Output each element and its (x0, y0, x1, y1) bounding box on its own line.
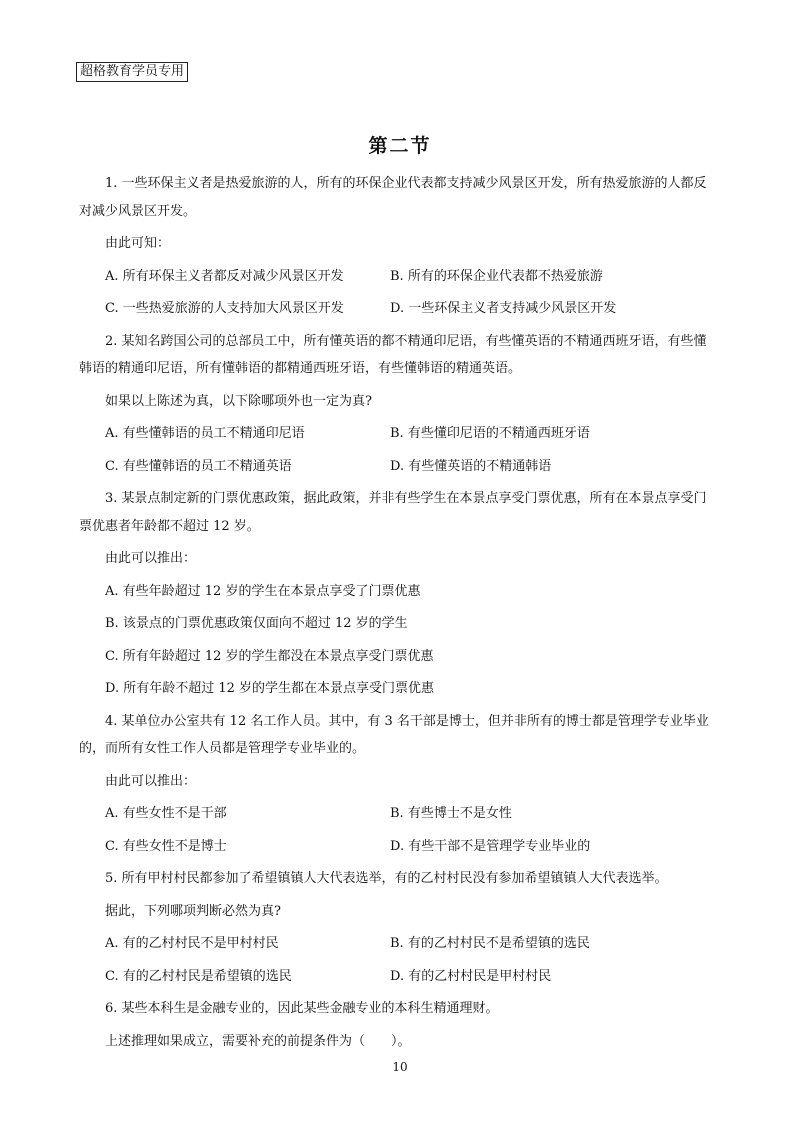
q4-options-row-2 (79, 833, 715, 861)
question-list (79, 170, 715, 1060)
q1-option-c: C. 一些热爱旅游的人支持加大风景区开发 (105, 301, 344, 316)
q5-option-d: D. 有的乙村村民是甲村村民 (390, 968, 552, 984)
q5-options-row-2 (79, 963, 715, 991)
q6-stem: 6. 某些本科生是金融专业的，因此某些金融专业的本科生精通理财。 (105, 1001, 499, 1016)
q2-option-b: B. 有些懂印尼语的不精通西班牙语 (390, 426, 590, 441)
q3-option-c: C. 所有年龄超过 12 岁的学生都没在本景点享受门票优惠 (105, 648, 434, 664)
q4-options-row-1 (79, 800, 715, 828)
q2-options-row-2 (79, 453, 715, 481)
q2-option-d: D. 有些懂英语的不精通韩语 (390, 458, 552, 474)
q5-options-row-1 (79, 930, 715, 958)
q4-option-b: B. 有些博士不是女性 (390, 806, 512, 821)
q5-option-a: A. 有的乙村村民不是甲村村民 (105, 936, 279, 951)
q3-option-b: B. 该景点的门票优惠政策仅面向不超过 12 岁的学生 (105, 616, 408, 631)
q2-prompt: 如果以上陈述为真，以下除哪项外也一定为真? (105, 393, 372, 409)
q2-stem: 2. 某知名跨国公司的总部员工中，所有懂英语的都不精通印尼语，有些懂英语的不精通西班牙语，有些懂韩语的精通印尼语，所有懂韩语的都精通西班牙语，有些懂韩语的精通英语。 (79, 333, 707, 376)
header-label-box: 超格教育学员专用 (76, 62, 188, 82)
q5-option-c: C. 有的乙村村民是希望镇的选民 (105, 968, 292, 984)
q6-prompt: 上述推理如果成立，需要补充的前提条件为（ ）。 (105, 1033, 411, 1049)
q3-stem: 3. 某景点制定新的门票优惠政策，据此政策，并非有些学生在本景点享受门票优惠，所有在本景点享受门票优惠者年龄都不超过 12 岁。 (79, 491, 707, 534)
q1-option-d: D. 一些环保主义者支持减少风景区开发 (390, 301, 617, 316)
q1-options-row-1 (79, 263, 715, 291)
q2-options-row-1 (79, 420, 715, 448)
q2-option-c: C. 有些懂韩语的员工不精通英语 (105, 458, 292, 474)
q1-stem: 1. 一些环保主义者是热爱旅游的人，所有的环保企业代表都支持减少风景区开发，所有热爱旅游的人都反对减少风景区开发。 (79, 176, 707, 219)
q4-option-a: A. 有些女性不是干部 (105, 806, 227, 821)
section-title: 第二节 (368, 135, 432, 157)
q3-prompt: 由此可以推出： (105, 551, 197, 566)
q1-option-b: B. 所有的环保企业代表都不热爱旅游 (390, 268, 603, 284)
q1-option-a: A. 所有环保主义者都反对减少风景区开发 (105, 268, 344, 284)
q1-prompt: 由此可知： (105, 236, 171, 251)
q5-prompt: 据此，下列哪项判断必然为真? (105, 903, 281, 919)
q4-option-d: D. 有些干部不是管理学专业毕业的 (390, 838, 591, 854)
q5-option-b: B. 有的乙村村民不是希望镇的选民 (390, 936, 590, 951)
page-number: 10 (392, 1060, 408, 1074)
q2-option-a: A. 有些懂韩语的员工不精通印尼语 (105, 426, 305, 441)
q4-prompt: 由此可以推出： (105, 773, 197, 789)
q5-stem: 5. 所有甲村村民都参加了希望镇镇人大代表选举，有的乙村村民没有参加希望镇镇人大代表选举。 (105, 871, 668, 886)
q4-stem: 4. 某单位办公室共有 12 名工作人员。其中，有 3 名干部是博士，但并非所有的博士都是管理学专业毕业的，而所有女性工作人员都是管理学专业毕业的。 (79, 713, 709, 756)
q3-option-d: D. 所有年龄不超过 12 岁的学生都在本景点享受门票优惠 (105, 681, 435, 696)
q4-option-c: C. 有些女性不是博士 (105, 838, 227, 854)
q3-option-a: A. 有些年龄超过 12 岁的学生在本景点享受了门票优惠 (105, 583, 421, 599)
q1-options-row-2 (79, 295, 715, 323)
